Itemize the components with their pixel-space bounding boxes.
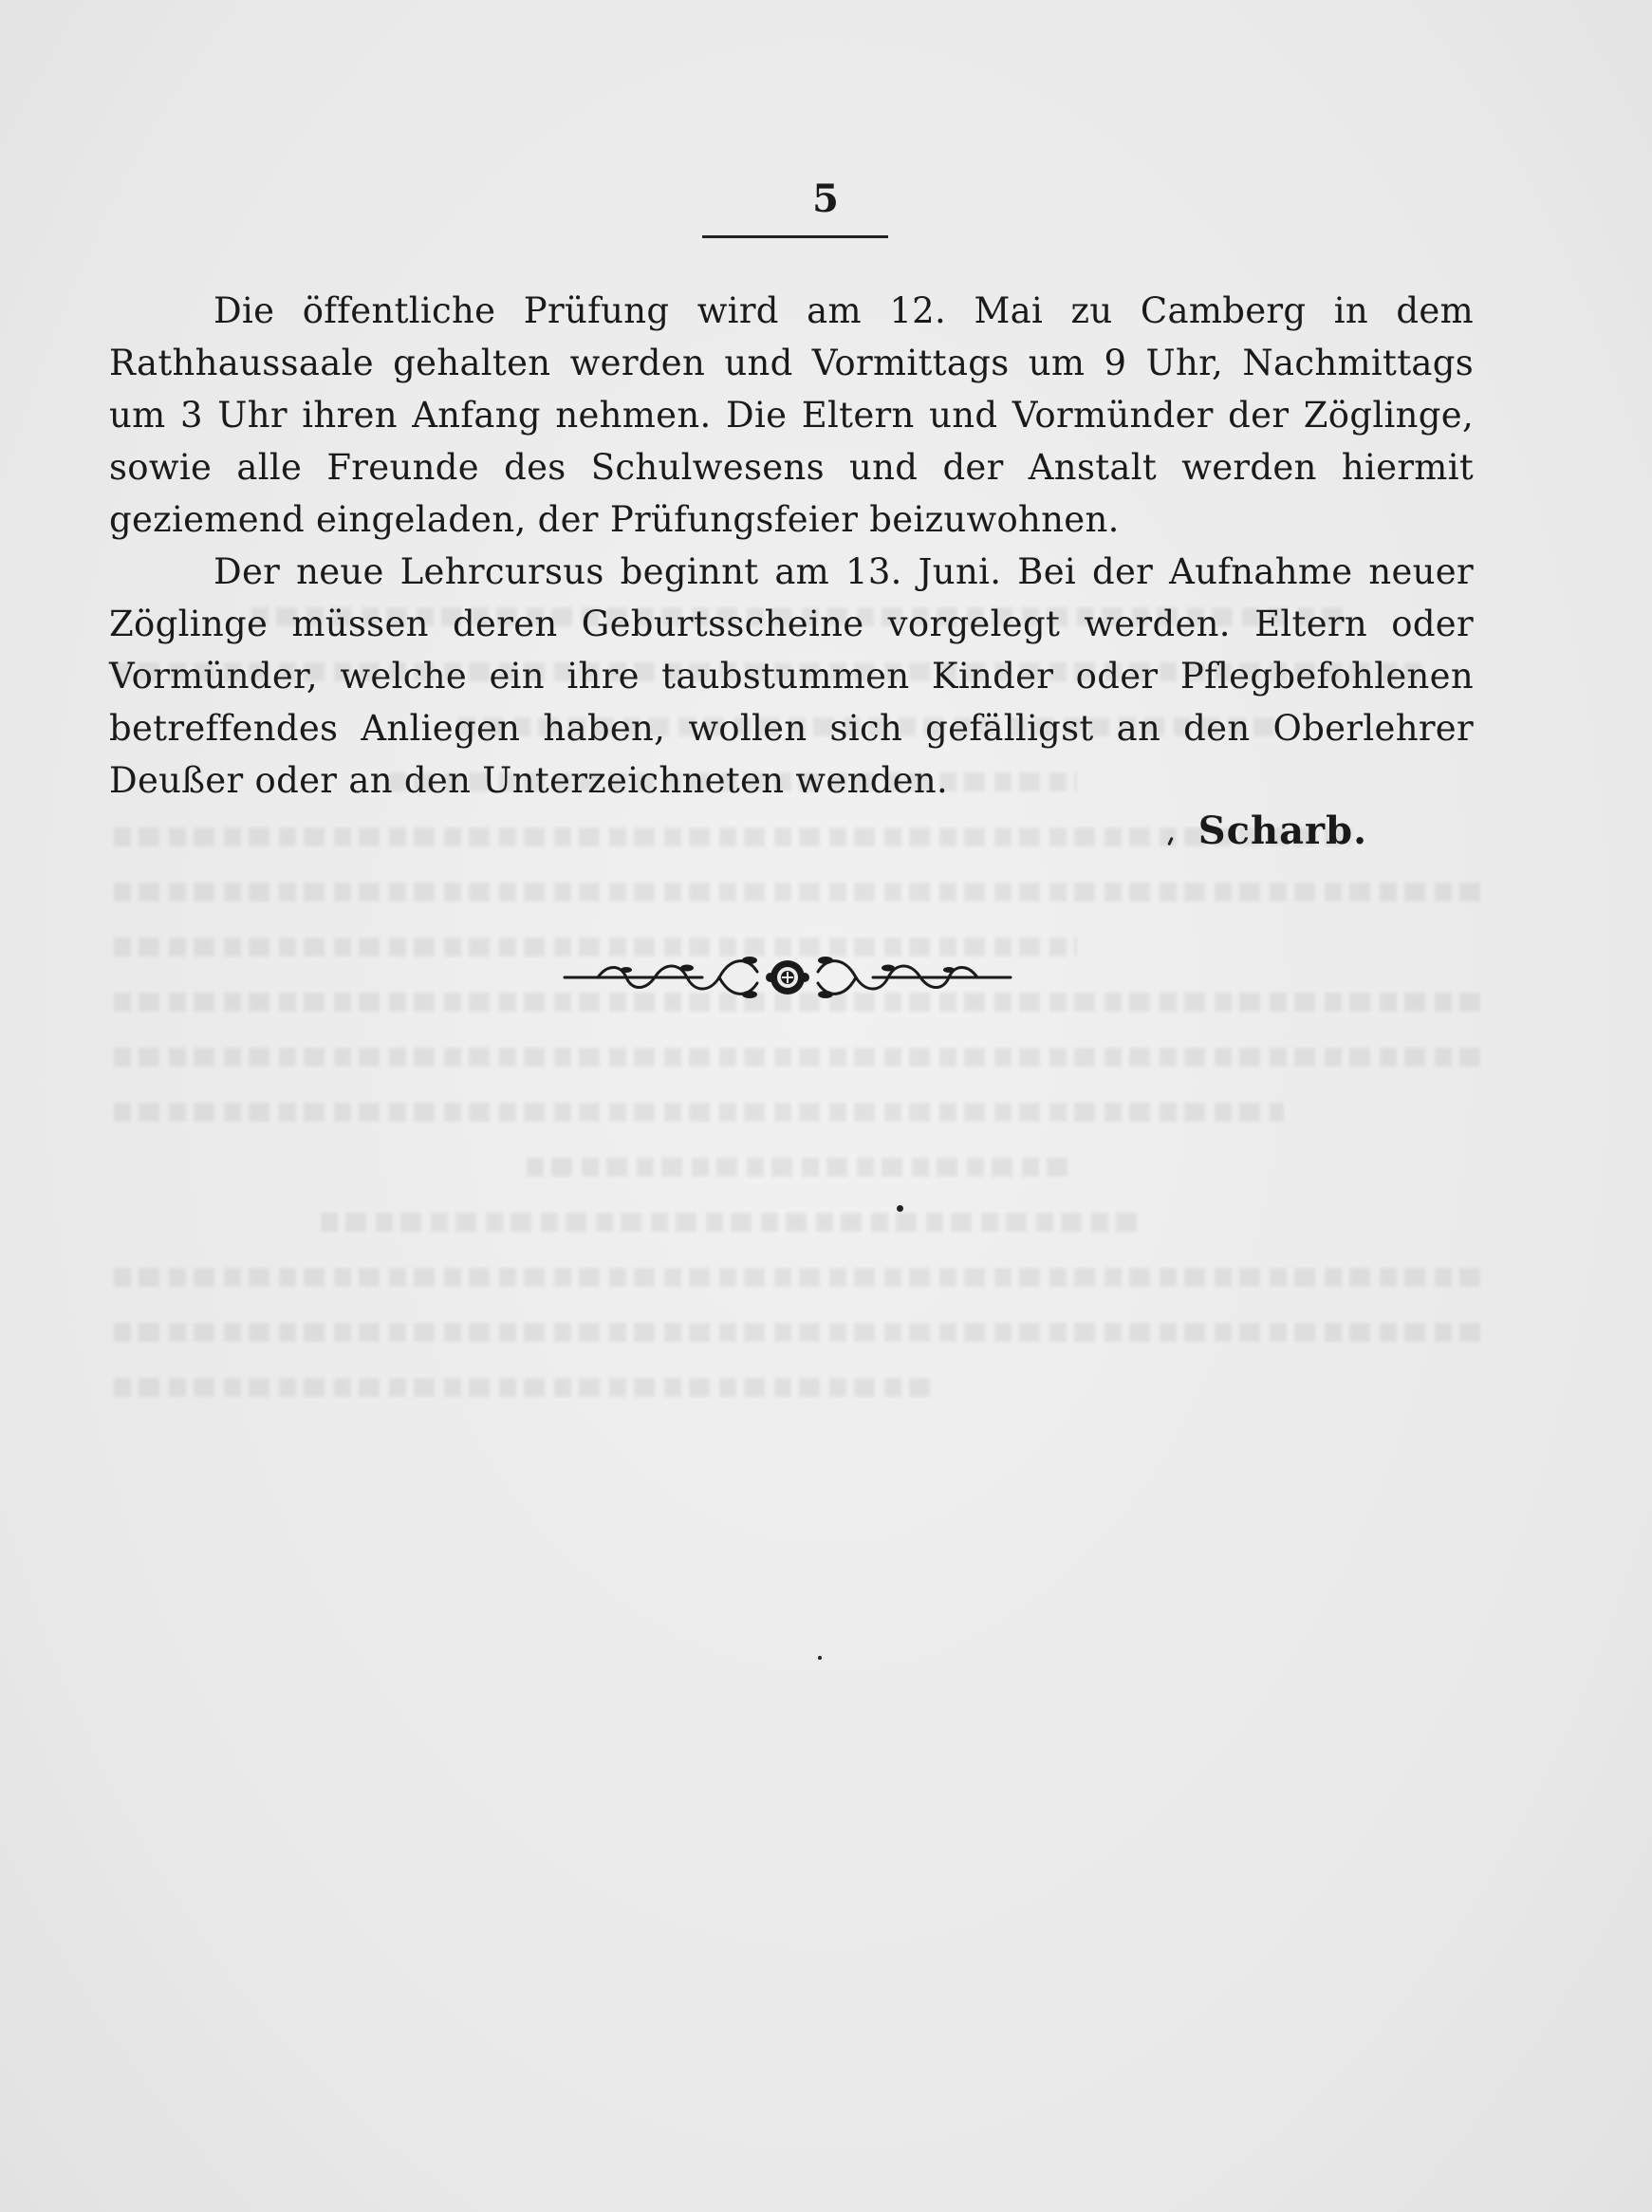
ink-speck <box>1167 837 1174 846</box>
paragraph-examination: Die öffentliche Prüfung wird am 12. Mai zu Camberg in dem Rathhaussaale gehalten werden und Vormittags um 9 Uhr, Nachmittags um 3 Uhr ihren Anfang nehmen. Die Eltern und Vormünder der Zöglinge, sowie alle Freunde des Schulwesens und der Anstalt werden hiermit geziemend eingeladen, der Prüfungsfeier beizuwohnen. <box>109 290 1474 540</box>
signature: Scharb. <box>1197 809 1367 853</box>
floral-vine-ornament-icon <box>560 949 1015 1006</box>
body-text <box>109 285 1474 807</box>
ink-speck <box>897 1205 903 1212</box>
bleed-through-texture <box>114 607 1490 1936</box>
paragraph-enrollment: Der neue Lehrcursus beginnt am 13. Juni. Bei der Aufnahme neuer Zöglinge müssen deren Geburtsscheine vorgelegt werden. Eltern oder Vormünder, welche ein ihre taubstummen Kinder oder Pflegbefohlenen betreffendes Anliegen haben, wollen sich gefälligst an den Oberlehrer Deußer oder an den Unterzeichneten wenden. <box>109 551 1474 801</box>
page-number: 5 <box>812 177 840 221</box>
ink-speck <box>818 1656 822 1660</box>
header-rule <box>702 235 888 238</box>
